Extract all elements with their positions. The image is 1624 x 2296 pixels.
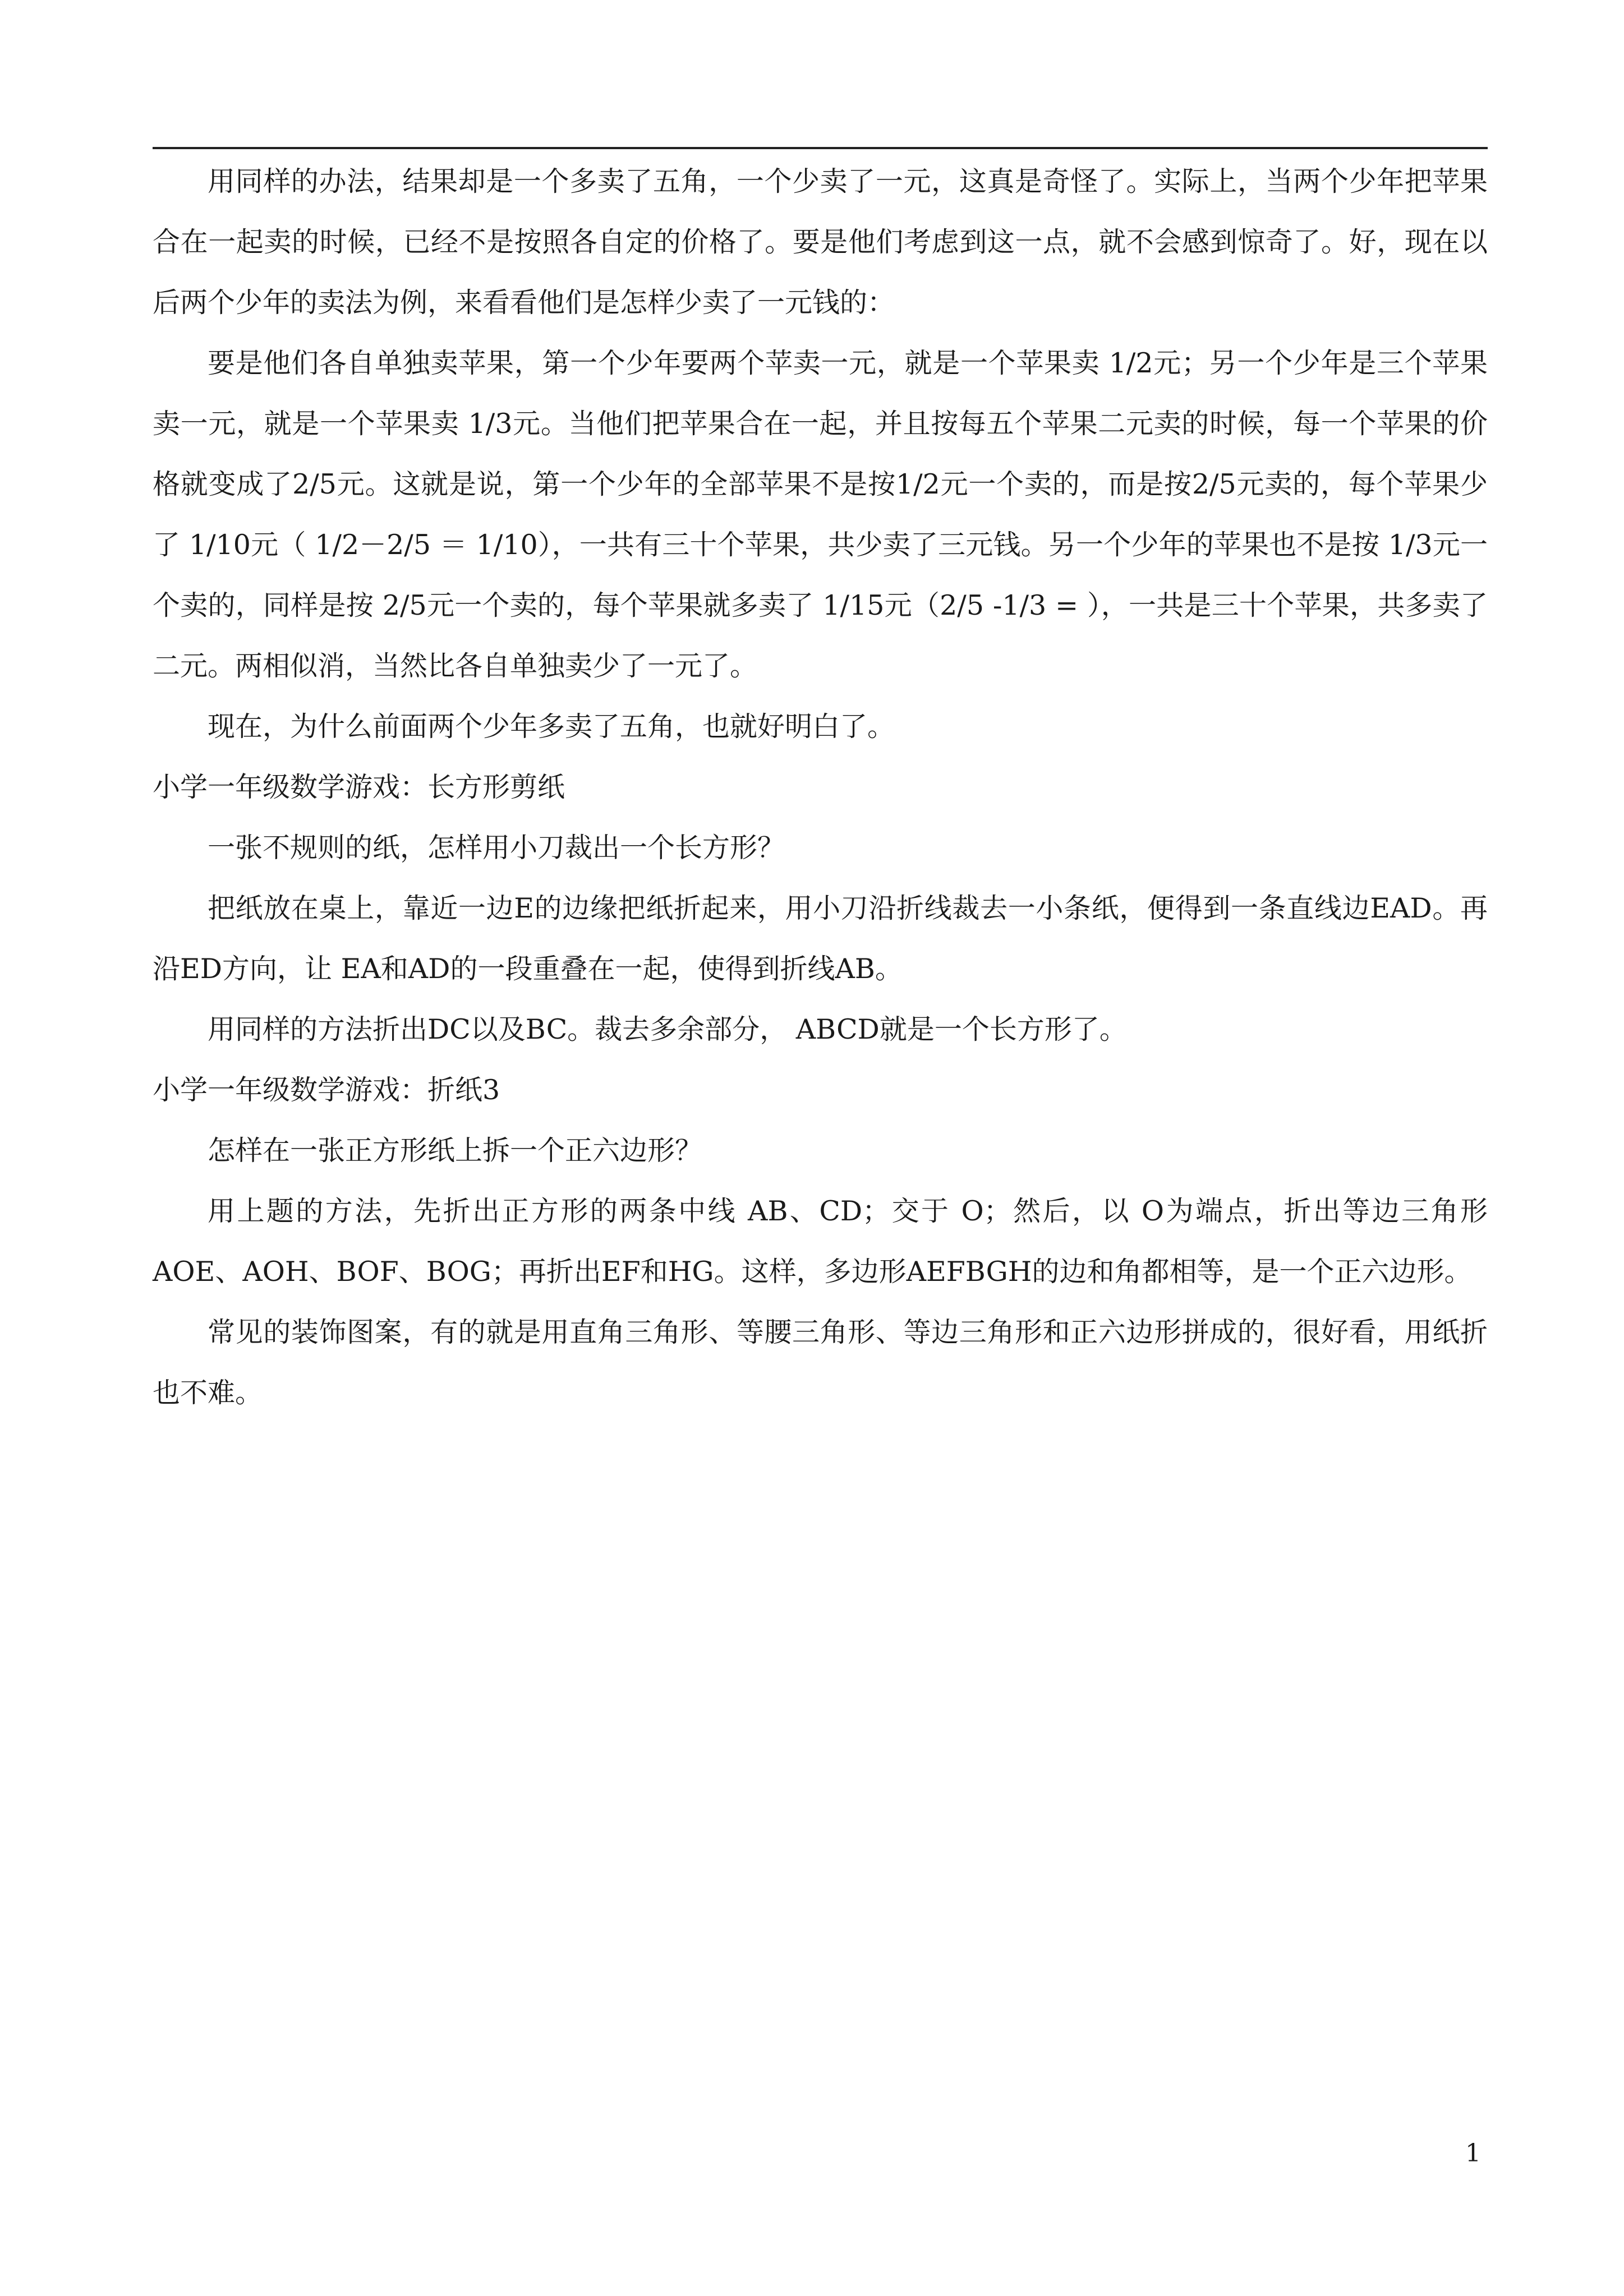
document-body — [153, 151, 1488, 1423]
section-heading: 小学一年级数学游戏：折纸3 — [153, 1074, 500, 1106]
page-number: 1 — [1465, 2139, 1481, 2168]
paragraph: 常见的装饰图案，有的就是用直角三角形、等腰三角形、等边三角形和正六边形拼成的，很好看，用纸折也不难。 — [153, 1316, 1488, 1409]
paragraph: 一张不规则的纸，怎样用小刀裁出一个长方形？ — [208, 832, 785, 864]
paragraph: 用同样的方法折出DC以及BC。裁去多余部分， ABCD就是一个长方形了。 — [208, 1013, 1127, 1045]
paragraph: 把纸放在桌上，靠近一边E的边缘把纸折起来，用小刀沿折线裁去一小条纸，便得到一条直线边EAD。再沿ED方向，让 EA和AD的一段重叠在一起，使得到折线AB。 — [153, 892, 1488, 985]
header-rule — [153, 147, 1488, 149]
paragraph: 怎样在一张正方形纸上拆一个正六边形？ — [208, 1135, 703, 1167]
paragraph: 要是他们各自单独卖苹果，第一个少年要两个苹卖一元，就是一个苹果卖 1/2元；另一个少年是三个苹果卖一元，就是一个苹果卖 1/3元。当他们把苹果合在一起，并且按每五个苹果二元卖的时候，每一个苹果的价格就变成了2/5元。这就是说，第一个少年的全部苹果不是按1/2元一个卖的，而是按2/5元卖的，每个苹果少了 1/10元（ 1/2－2/5 ＝ 1/10），一共有三十个苹果，共少卖了三元钱。另一个少年的苹果也不是按 1/3元一个卖的，同样是按 2/5元一个卖的，每个苹果就多卖了 1/15元（2/5 -1/3 = ），一共是三十个苹果，共多卖了二元。两相似消，当然比各自单独卖少了一元了。 — [153, 347, 1488, 682]
paragraph: 用同样的办法，结果却是一个多卖了五角，一个少卖了一元，这真是奇怪了。实际上，当两个少年把苹果合在一起卖的时候，已经不是按照各自定的价格了。要是他们考虑到这一点，就不会感到惊奇了。好，现在以后两个少年的卖法为例，来看看他们是怎样少卖了一元钱的： — [153, 165, 1488, 319]
paragraph: 用上题的方法，先折出正方形的两条中线 AB、CD；交于 O；然后，以 O为端点，折出等边三角形AOE、AOH、BOF、BOG；再折出EF和HG。这样，多边形AEFBGH的边和角都相等，是一个正六边形。 — [153, 1195, 1488, 1288]
paragraph: 现在，为什么前面两个少年多卖了五角，也就好明白了。 — [208, 711, 895, 743]
section-heading: 小学一年级数学游戏：长方形剪纸 — [153, 771, 565, 803]
